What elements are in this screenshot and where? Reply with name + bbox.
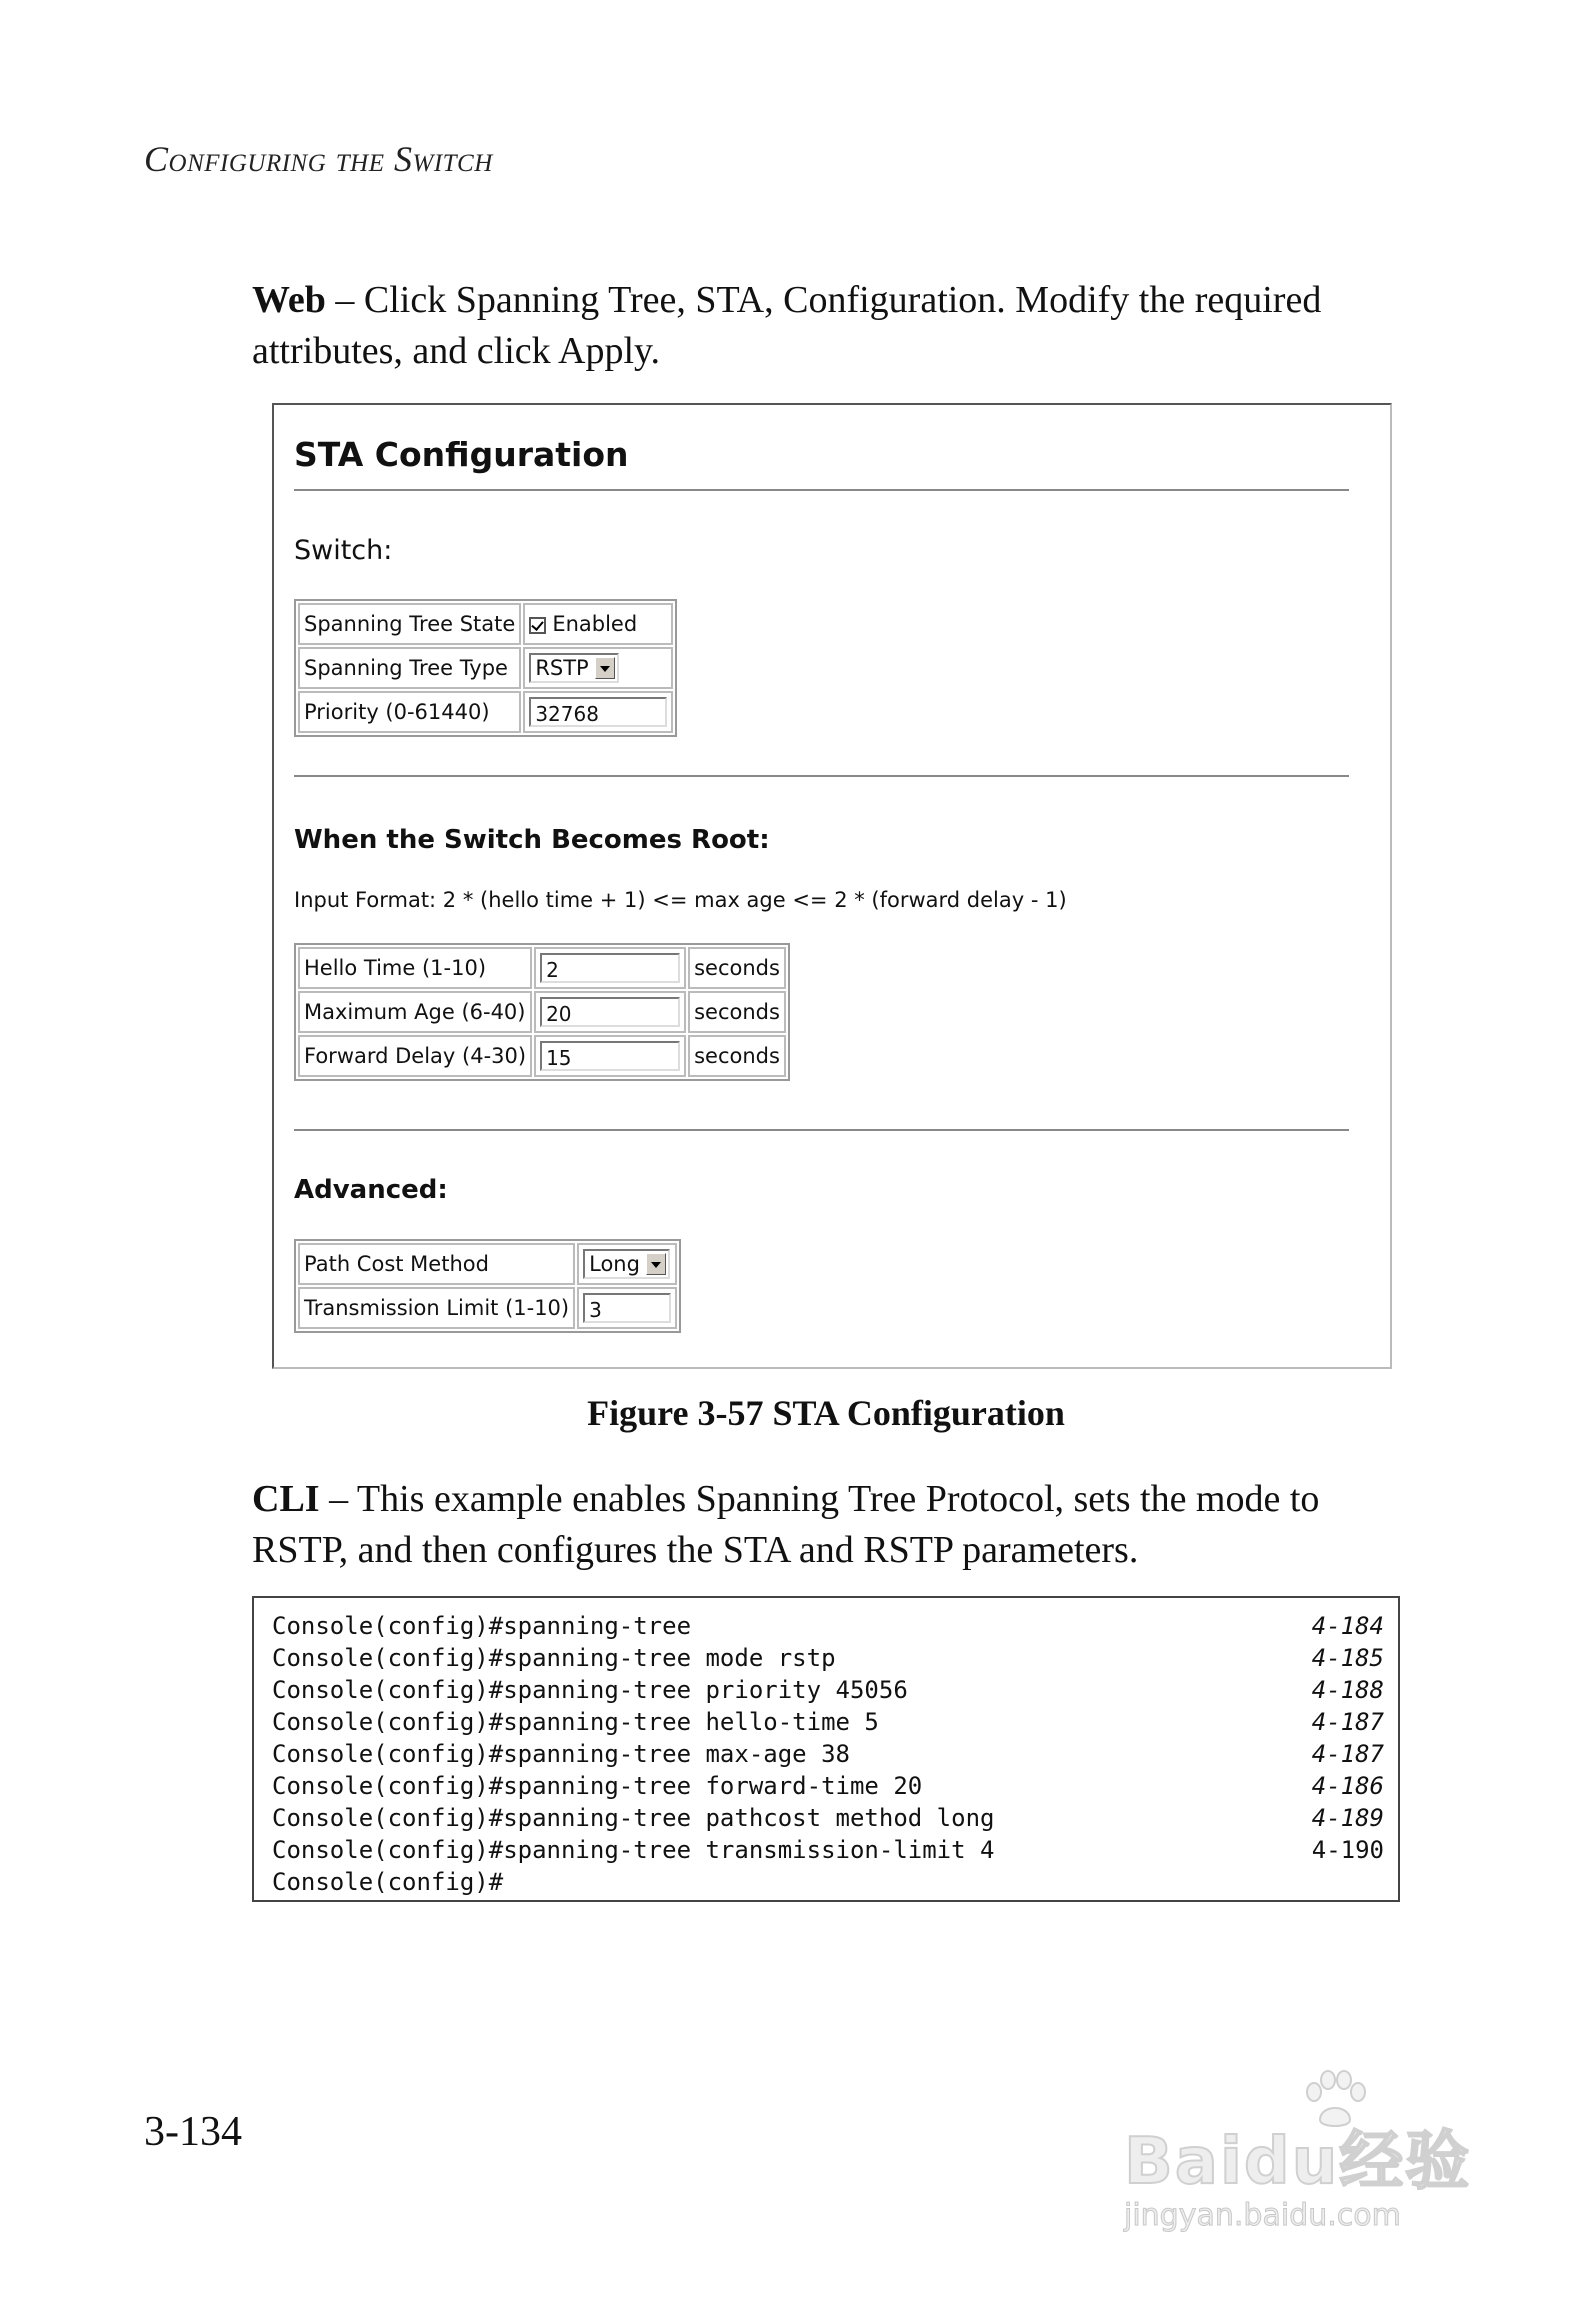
path-cost-method-value: Long	[589, 1252, 640, 1276]
divider	[294, 1129, 1349, 1131]
hello-time-input[interactable]: 2	[540, 953, 680, 983]
table-row	[298, 991, 786, 1033]
cli-line	[272, 1738, 1384, 1770]
sta-configuration-panel	[272, 403, 1392, 1369]
switch-table	[294, 599, 677, 737]
maximum-age-unit: seconds	[688, 991, 786, 1033]
cli-text: – This example enables Spanning Tree Protocol, sets the mode to RSTP, and then configures the STA and RSTP parameters.	[252, 1478, 1320, 1571]
table-row	[298, 1243, 677, 1285]
root-table	[294, 943, 790, 1081]
forward-delay-label: Forward Delay (4-30)	[298, 1035, 532, 1077]
cli-line	[272, 1770, 1384, 1802]
transmission-limit-cell	[577, 1287, 677, 1329]
cli-command: Console(config)#spanning-tree	[272, 1612, 692, 1640]
cli-label: CLI	[252, 1478, 320, 1520]
advanced-heading: Advanced:	[294, 1175, 448, 1205]
cli-command: Console(config)#	[272, 1868, 504, 1896]
cli-command: Console(config)#spanning-tree pathcost method long	[272, 1804, 995, 1832]
cli-instructions	[252, 1474, 1402, 1576]
hello-time-cell	[534, 947, 686, 989]
watermark-url: jingyan.baidu.com	[1124, 2198, 1401, 2233]
maximum-age-input[interactable]: 20	[540, 997, 680, 1027]
priority-input[interactable]: 32768	[529, 697, 667, 727]
transmission-limit-input[interactable]: 3	[583, 1293, 671, 1323]
spanning-tree-state-label: Spanning Tree State	[298, 603, 521, 645]
cli-command: Console(config)#spanning-tree transmission-limit 4	[272, 1836, 995, 1864]
spanning-tree-state-cell	[523, 603, 673, 645]
cli-command: Console(config)#spanning-tree mode rstp	[272, 1644, 836, 1672]
page-title: STA Configuration	[294, 435, 629, 474]
divider	[294, 489, 1349, 491]
spanning-tree-type-cell	[523, 647, 673, 689]
web-label: Web	[252, 279, 326, 321]
cli-line	[272, 1866, 1384, 1898]
web-instructions	[252, 275, 1402, 377]
maximum-age-cell	[534, 991, 686, 1033]
cli-command: Console(config)#spanning-tree priority 45056	[272, 1676, 908, 1704]
root-heading: When the Switch Becomes Root:	[294, 825, 770, 855]
cli-reference: 4-189	[1311, 1804, 1384, 1832]
priority-cell	[523, 691, 673, 733]
cli-reference: 4-190	[1311, 1836, 1384, 1864]
cli-example-box	[252, 1596, 1400, 1902]
cli-line	[272, 1802, 1384, 1834]
table-row	[298, 691, 673, 733]
cli-line	[272, 1674, 1384, 1706]
table-row	[298, 603, 673, 645]
advanced-table	[294, 1239, 681, 1333]
watermark	[1120, 2070, 1500, 2240]
figure-caption: Figure 3-57 STA Configuration	[587, 1393, 1065, 1433]
cli-reference: 4-185	[1311, 1644, 1384, 1672]
path-cost-method-label: Path Cost Method	[298, 1243, 575, 1285]
transmission-limit-label: Transmission Limit (1-10)	[298, 1287, 575, 1329]
cli-reference: 4-184	[1311, 1612, 1384, 1640]
hello-time-unit: seconds	[688, 947, 786, 989]
cli-reference: 4-187	[1311, 1708, 1384, 1736]
path-cost-method-select[interactable]	[583, 1249, 670, 1279]
watermark-main: Baidu经验	[1124, 2125, 1472, 2199]
maximum-age-label: Maximum Age (6-40)	[298, 991, 532, 1033]
table-row	[298, 947, 786, 989]
cli-command: Console(config)#spanning-tree max-age 38	[272, 1740, 850, 1768]
cli-reference: 4-187	[1311, 1740, 1384, 1768]
cli-reference: 4-186	[1311, 1772, 1384, 1800]
hello-time-label: Hello Time (1-10)	[298, 947, 532, 989]
chevron-down-icon[interactable]	[595, 657, 615, 679]
table-row	[298, 1287, 677, 1329]
cli-command: Console(config)#spanning-tree hello-time 5	[272, 1708, 879, 1736]
path-cost-method-cell	[577, 1243, 677, 1285]
cli-line	[272, 1642, 1384, 1674]
divider	[294, 775, 1349, 777]
forward-delay-input[interactable]: 15	[540, 1041, 680, 1071]
priority-label: Priority (0-61440)	[298, 691, 521, 733]
spanning-tree-state-value: Enabled	[552, 612, 638, 636]
running-head: Configuring the Switch	[144, 139, 493, 179]
spanning-tree-state-checkbox[interactable]	[529, 617, 546, 634]
input-format-note: Input Format: 2 * (hello time + 1) <= max age <= 2 * (forward delay - 1)	[294, 888, 1067, 912]
spanning-tree-type-value: RSTP	[535, 656, 589, 680]
forward-delay-unit: seconds	[688, 1035, 786, 1077]
forward-delay-cell	[534, 1035, 686, 1077]
page-number: 3-134	[144, 2109, 242, 2155]
cli-line	[272, 1706, 1384, 1738]
cli-reference: 4-188	[1311, 1676, 1384, 1704]
switch-heading: Switch:	[294, 535, 393, 566]
web-text: – Click Spanning Tree, STA, Configuration. Modify the required attributes, and click Apply.	[252, 279, 1322, 372]
cli-line	[272, 1610, 1384, 1642]
table-row	[298, 1035, 786, 1077]
cli-command: Console(config)#spanning-tree forward-time 20	[272, 1772, 923, 1800]
table-row	[298, 647, 673, 689]
cli-line	[272, 1834, 1384, 1866]
spanning-tree-type-label: Spanning Tree Type	[298, 647, 521, 689]
spanning-tree-type-select[interactable]	[529, 653, 618, 683]
chevron-down-icon[interactable]	[646, 1253, 666, 1275]
